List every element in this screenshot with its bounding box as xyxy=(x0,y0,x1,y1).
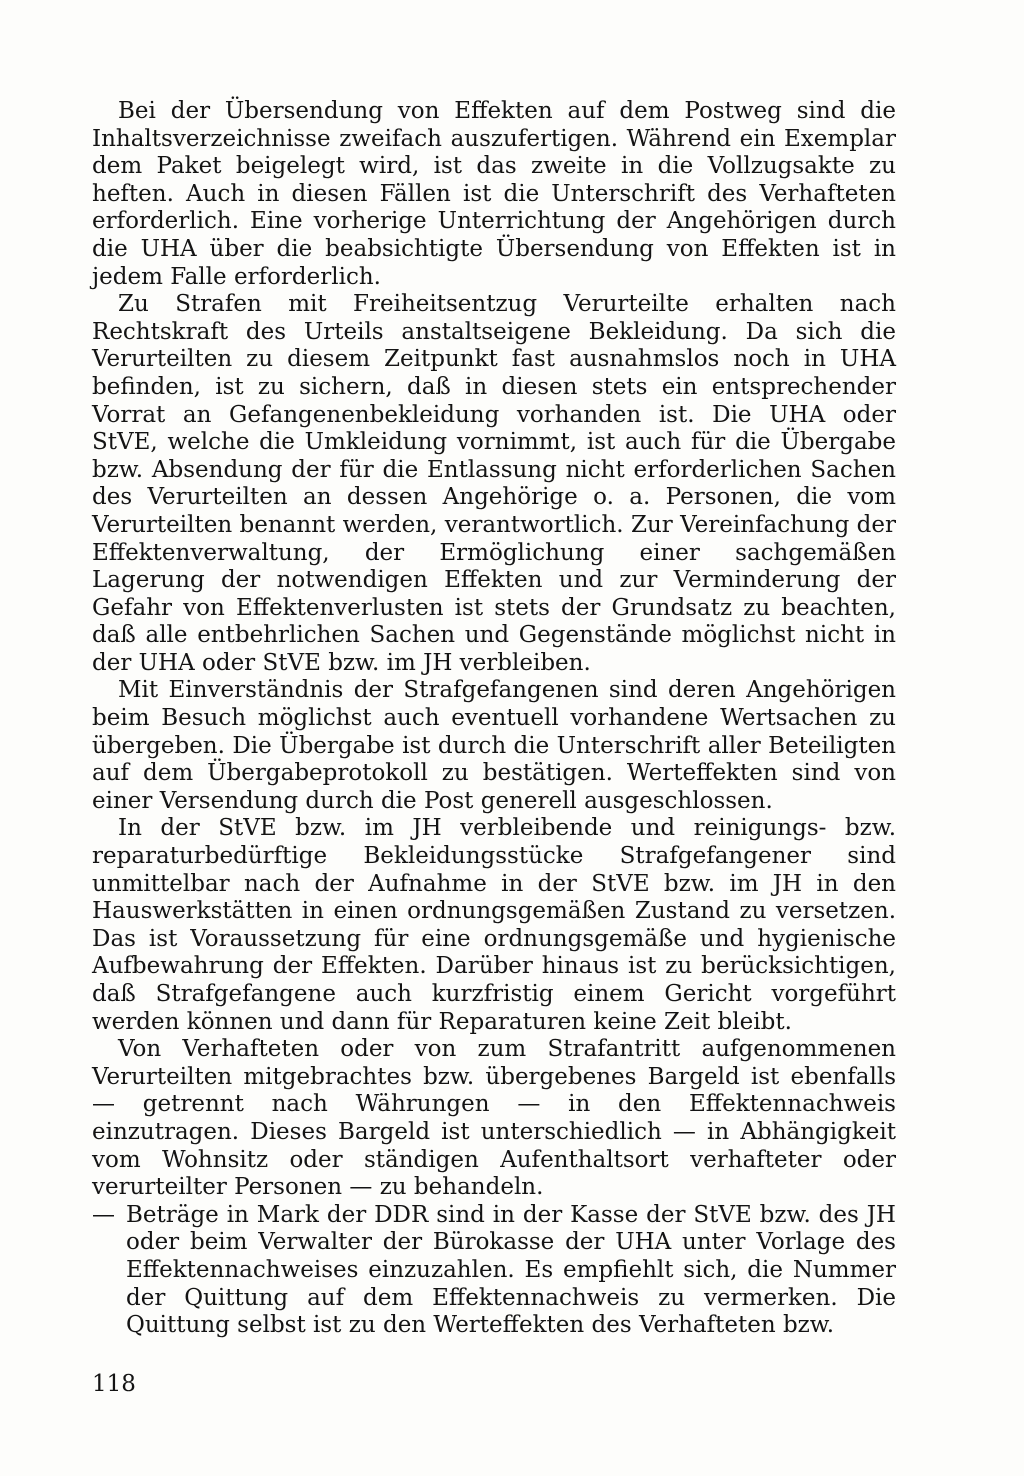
paragraph-bekleidungsstuecke: In der StVE bzw. im JH verbleibende und reinigungs- bzw. reparaturbedürftige Bekleidungsstücke Strafgefangener sind unmittelbar nach der Aufnahme in der StVE bzw. im JH in den Hauswerkstätten in einen ordnungsgemäßen Zustand zu versetzen. Das ist Voraussetzung für eine ordnungsgemäße und hygienische Aufbewahrung der Effekten. Darüber hinaus ist zu berücksichtigen, daß Strafgefangene auch kurzfristig einem Gericht vorgeführt werden können und dann für Reparaturen keine Zeit bleibt. xyxy=(92,815,896,1035)
body-text xyxy=(92,98,896,1340)
dash-marker: — xyxy=(92,1201,115,1228)
page-number: 118 xyxy=(92,1371,136,1397)
paragraph-wertsachen: Mit Einverständnis der Strafgefangenen sind deren Angehörigen beim Besuch möglichst auch eventuell vorhandene Wertsachen zu übergeben. Die Übergabe ist durch die Unterschrift aller Beteiligten auf dem Übergabeprotokoll zu bestätigen. Werteffekten sind von einer Versendung durch die Post generell ausgeschlossen. xyxy=(92,677,896,814)
paragraph-gefangenenbekleidung: Zu Strafen mit Freiheitsentzug Verurteilte erhalten nach Rechtskraft des Urteils anstaltseigene Bekleidung. Da sich die Verurteilten zu diesem Zeitpunkt fast ausnahmslos noch in UHA befinden, ist zu sichern, daß in diesen stets ein entsprechender Vorrat an Gefangenenbekleidung vorhanden ist. Die UHA oder StVE, welche die Umkleidung vornimmt, ist auch für die Übergabe bzw. Absendung der für die Entlassung nicht erforderlichen Sachen des Verurteilten an dessen Angehörige o. a. Personen, die vom Verurteilten benannt werden, verantwortlich. Zur Vereinfachung der Effektenverwaltung, der Ermöglichung einer sachgemäßen Lagerung der notwendigen Effekten und zur Verminderung der Gefahr von Effektenverlusten ist stets der Grundsatz zu beachten, daß alle entbehrlichen Sachen und Gegenstände möglichst nicht in der UHA oder StVE bzw. im JH verbleiben. xyxy=(92,291,896,676)
dash-item-text: Beträge in Mark der DDR sind in der Kasse der StVE bzw. des JH oder beim Verwalter der Bürokasse der UHA unter Vorlage des Effektennachweises einzuzahlen. Es empfiehlt sich, die Nummer der Quittung auf dem Effektennachweis zu vermerken. Die Quittung selbst ist zu den Werteffekten des Verhafteten bzw. xyxy=(126,1201,896,1339)
dash-list-item xyxy=(92,1202,896,1340)
paragraph-bargeld: Von Verhafteten oder von zum Strafantritt aufgenommenen Verurteilten mitgebrachtes bzw. übergebenes Bargeld ist ebenfalls — getrennt nach Währungen — in den Effektennachweis einzutragen. Dieses Bargeld ist unterschiedlich — in Abhängigkeit vom Wohnsitz oder ständigen Aufenthaltsort verhafteter oder verurteilter Personen — zu behandeln. xyxy=(92,1036,896,1201)
paragraph-effekten-postweg: Bei der Übersendung von Effekten auf dem Postweg sind die Inhaltsverzeichnisse zweifach auszufertigen. Während ein Exemplar dem Paket beigelegt wird, ist das zweite in die Vollzugsakte zu heften. Auch in diesen Fällen ist die Unterschrift des Verhafteten erforderlich. Eine vorherige Unterrichtung der Angehörigen durch die UHA über die beabsichtigte Übersendung von Effekten ist in jedem Falle erforderlich. xyxy=(92,98,896,290)
